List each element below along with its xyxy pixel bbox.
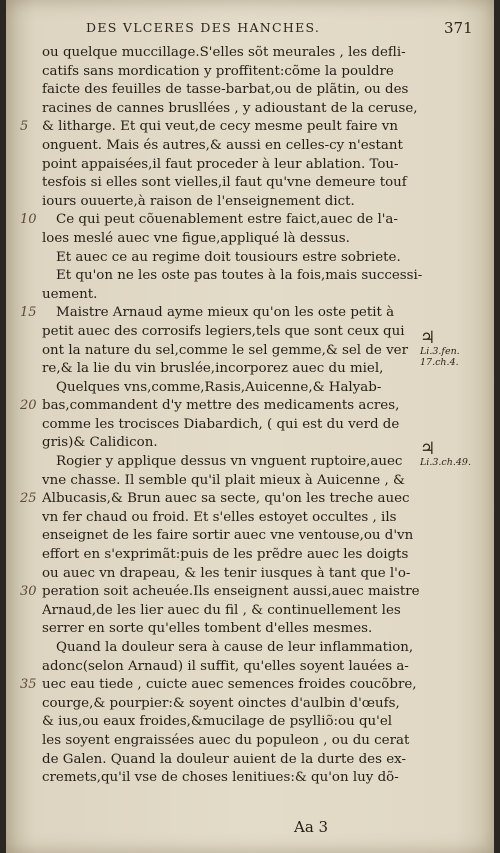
text-line: loes meslé auec vne figue,appliqué là dessus. — [42, 230, 350, 246]
line-number: 10 — [20, 212, 37, 228]
text-line: petit auec des corrosifs legiers,tels que sont ceux qui — [42, 323, 405, 339]
text-line: uement. — [42, 286, 98, 302]
text-line: ou quelque muccillage.S'elles sõt meurales , les defli- — [42, 45, 406, 60]
text-line: ont la nature du sel,comme le sel gemme,& sel de ver — [42, 342, 408, 358]
jupiter-symbol-icon: ♃ — [420, 439, 436, 460]
text-line: Et qu'on ne les oste pas toutes à la fois,mais successi- — [56, 268, 423, 284]
text-line: & litharge. Et qui veut,de cecy mesme peult faire vn — [42, 119, 398, 135]
text-line: effort en s'exprimãt:puis de les prẽdre auec les doigts — [42, 547, 409, 563]
text-line: re,& la lie du vin bruslée,incorporez auec du miel, — [42, 361, 384, 377]
book-page — [6, 0, 494, 853]
text-line: courge,& pourpier:& soyent oinctes d'aulbin d'œufs, — [42, 695, 400, 711]
text-line: comme les trocisces Diabardich, ( qui est du verd de — [42, 416, 400, 432]
text-line: de Galen. Quand la douleur auient de la durte des ex- — [42, 751, 406, 767]
text-line: enseignet de les faire sortir auec vne ventouse,ou d'vn — [42, 528, 414, 544]
text-line: faicte des feuilles de tasse-barbat,ou de plãtin, ou des — [42, 82, 409, 98]
text-line: onguent. Mais és autres,& aussi en celles-cy n'estant — [42, 137, 403, 153]
jupiter-symbol-icon: ♃ — [420, 327, 436, 348]
text-line: racines de cannes brusllées , y adioustant de la ceruse, — [42, 100, 418, 116]
text-line: serrer en sorte qu'elles tombent d'elles mesmes. — [42, 621, 373, 637]
text-line: Et auec ce au regime doit tousiours estre sobriete. — [56, 249, 401, 265]
line-number: 35 — [20, 677, 37, 693]
text-line: vne chasse. Il semble qu'il plait mieux à Auicenne , & — [42, 472, 405, 488]
text-line: ou auec vn drapeau, & les tenir iusques à tant que l'o- — [42, 565, 411, 581]
text-line: peration soit acheuée.Ils enseignent aussi,auec maistre — [42, 584, 420, 600]
text-line: cremets,qu'il vse de choses lenitiues:& qu'on luy dõ- — [42, 770, 399, 786]
text-line: point appaisées,il faut proceder à leur ablation. Tou- — [42, 156, 399, 172]
text-line: Ce qui peut cõuenablement estre faict,auec de l'a- — [56, 212, 398, 228]
text-line: bas,commandent d'y mettre des medicaments acres, — [42, 398, 400, 414]
margin-note — [420, 441, 471, 468]
text-line: vn fer chaud ou froid. Et s'elles estoyet occultes , ils — [42, 509, 397, 525]
margin-note-text: Li.3.fen. 17.ch.4. — [420, 345, 460, 368]
text-line: catifs sans mordication y proffitent:cõme la pouldre — [42, 63, 394, 79]
line-number: 20 — [20, 398, 37, 414]
signature-mark: Aa 3 — [294, 818, 329, 836]
text-line: tesfois si elles sont vielles,il faut qu'vne demeure touf — [42, 175, 407, 191]
line-number: 25 — [20, 491, 37, 507]
line-number: 30 — [20, 584, 37, 600]
page-number: 371 — [444, 19, 473, 37]
margin-note — [420, 327, 494, 368]
line-number: 5 — [20, 119, 29, 135]
text-line: les soyent engraissées auec du populeon , ou du cerat — [42, 732, 410, 748]
text-line: adonc(selon Arnaud) il suffit, qu'elles soyent lauées a- — [42, 658, 409, 674]
text-line: Maistre Arnaud ayme mieux qu'on les oste petit à — [56, 305, 395, 321]
running-title: DES VLCERES DES HANCHES. — [86, 20, 321, 35]
text-line: Quand la douleur sera à cause de leur inflammation, — [56, 640, 414, 655]
text-line: Rogier y applique dessus vn vnguent ruptoire,auec — [56, 454, 403, 470]
text-line: Arnaud,de les lier auec du fil , & continuellement les — [42, 602, 401, 618]
text-line: iours ouuerte,à raison de l'enseignement dict. — [42, 193, 355, 209]
text-line: & ius,ou eaux froides,&mucilage de psylliõ:ou qu'el — [42, 714, 393, 730]
body-text — [42, 44, 428, 788]
line-number: 15 — [20, 305, 37, 321]
text-line: Quelques vns,comme,Rasis,Auicenne,& Halyab- — [56, 379, 382, 395]
text-line: gris)& Calidicon. — [42, 435, 158, 451]
margin-note-text: Li.3.ch.49. — [420, 457, 471, 469]
text-line: Albucasis,& Brun auec sa secte, qu'on les treche auec — [42, 491, 410, 507]
text-line: uec eau tiede , cuicte auec semences froides coucõbre, — [42, 677, 417, 693]
